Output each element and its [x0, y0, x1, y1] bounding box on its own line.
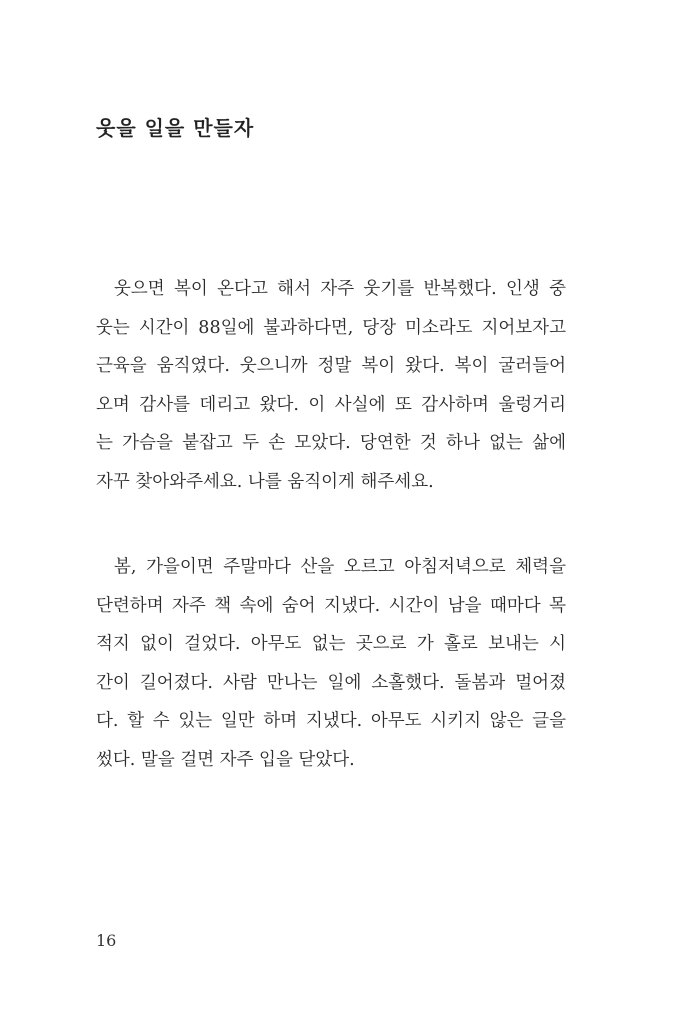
paragraph-line: 자꾸 찾아와주세요. 나를 움직이게 해주세요.: [96, 471, 434, 492]
paragraph-line: 다. 할 수 있는 일만 하며 지냈다. 아무도 시키지 않은 글을: [96, 711, 566, 731]
paragraph-line: 웃는 시간이 88일에 불과하다면, 당장 미소라도 지어보자고: [96, 317, 566, 338]
paragraph-line: 적지 없이 걸었다. 아무도 없는 곳으로 가 홀로 보내는 시: [96, 634, 566, 654]
paragraph-line: 단련하며 자주 책 속에 숨어 지냈다. 시간이 남을 때마다 목: [96, 595, 566, 616]
paragraph-1: [96, 270, 566, 501]
page-number: 16: [96, 931, 117, 950]
paragraph-line: 봄, 가을이면 주말마다 산을 오르고 아침저녁으로 체력을: [114, 557, 566, 577]
paragraph-line: 간이 길어졌다. 사람 만나는 일에 소홀했다. 돌봄과 멀어졌: [96, 672, 566, 693]
paragraph-line: 웃으면 복이 온다고 해서 자주 웃기를 반복했다. 인생 중: [114, 279, 566, 299]
chapter-title: 웃을 일을 만들자: [96, 116, 255, 140]
paragraph-line: 썼다. 말을 걸면 자주 입을 닫았다.: [96, 749, 355, 770]
paragraph-line: 근육을 움직였다. 웃으니까 정말 복이 왔다. 복이 굴러들어: [96, 356, 566, 376]
paragraph-line: 오며 감사를 데리고 왔다. 이 사실에 또 감사하며 울렁거리: [96, 394, 566, 415]
paragraph-line: 는 가슴을 붙잡고 두 손 모았다. 당연한 것 하나 없는 삶에: [96, 433, 566, 453]
paragraph-2: [96, 548, 566, 779]
